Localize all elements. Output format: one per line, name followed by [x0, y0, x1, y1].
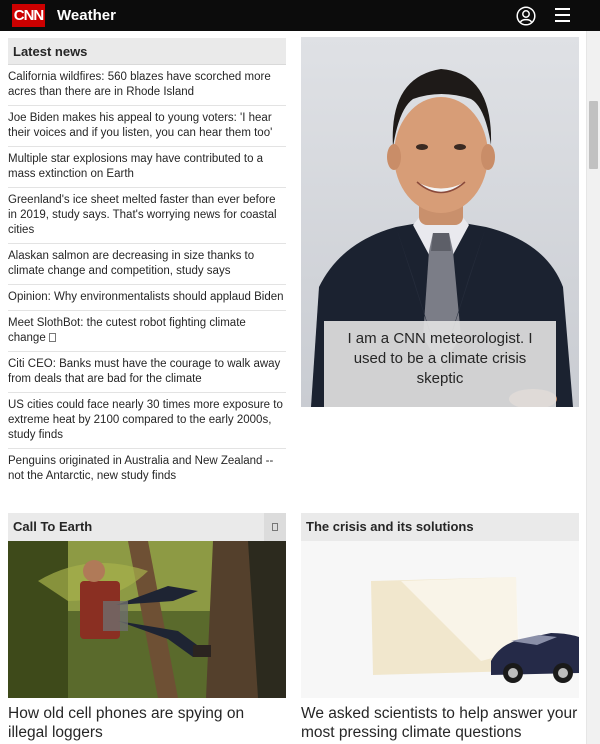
cnn-logo[interactable]: CNN [12, 4, 45, 27]
news-link[interactable]: Joe Biden makes his appeal to young voters: 'I hear their voices and if you listen, you can hear them too' [8, 106, 286, 147]
call-to-earth-header[interactable] [8, 513, 286, 541]
call-to-earth-story-title[interactable]: How old cell phones are spying on illegal loggers [8, 705, 245, 741]
crisis-solutions-header[interactable] [301, 513, 579, 541]
call-to-earth-image[interactable] [8, 541, 286, 698]
news-link[interactable]: Multiple star explosions may have contributed to a mass extinction on Earth [8, 147, 286, 188]
latest-news-panel [8, 38, 286, 489]
news-link-with-external[interactable] [8, 311, 286, 352]
top-navigation-bar [0, 0, 600, 31]
latest-news-heading: Latest news [8, 38, 286, 65]
news-link[interactable]: US cities could face nearly 30 times more exposure to extreme heat by 2100 compared to the early 2000s, study finds [8, 393, 286, 449]
car-and-paper-photo [301, 541, 579, 698]
news-link[interactable]: Greenland's ice sheet melted faster than ever before in 2019, study says. That's worrying news for coastal cities [8, 188, 286, 244]
hamburger-menu-icon[interactable] [555, 8, 570, 22]
crisis-solutions-story-title[interactable]: We asked scientists to help answer your most pressing climate questions [301, 705, 578, 741]
user-account-icon[interactable] [516, 6, 536, 26]
latest-news-list [8, 65, 286, 489]
news-link[interactable]: California wildfires: 560 blazes have scorched more acres than there are in Rhode Island [8, 65, 286, 106]
news-link[interactable]: Alaskan salmon are decreasing in size thanks to climate change and competition, study says [8, 244, 286, 285]
hero-story[interactable] [301, 37, 579, 407]
news-link-text[interactable]: Meet SlothBot: the cutest robot fighting climate change [8, 317, 246, 344]
scrollbar-thumb[interactable] [589, 101, 598, 169]
card-section-title[interactable]: The crisis and its solutions [306, 519, 474, 534]
section-badge-icon [264, 513, 286, 541]
card-section-title[interactable]: Call To Earth [13, 519, 93, 534]
forest-climber-photo [8, 541, 286, 698]
hero-caption[interactable]: I am a CNN meteorologist. I used to be a climate crisis skeptic [324, 321, 556, 407]
news-link[interactable]: Penguins originated in Australia and New Zealand -- not the Antarctic, new study finds [8, 455, 274, 482]
news-link[interactable]: Citi CEO: Banks must have the courage to walk away from deals that are bad for the climate [8, 352, 286, 393]
section-title[interactable]: Weather [57, 7, 116, 24]
news-link[interactable]: Opinion: Why environmentalists should applaud Biden [8, 285, 286, 311]
crisis-solutions-image[interactable] [301, 541, 579, 698]
external-link-icon [49, 333, 56, 342]
